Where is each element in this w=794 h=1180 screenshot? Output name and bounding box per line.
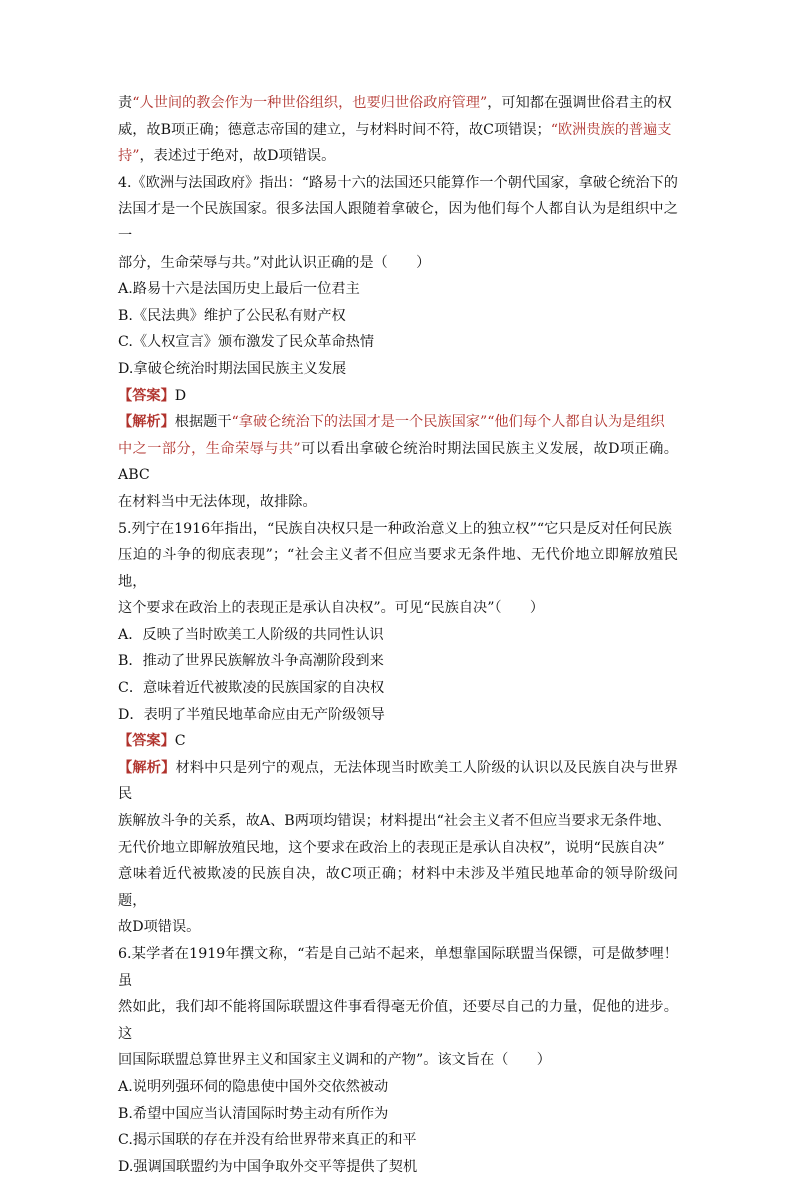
option-c: C.揭示国联的存在并没有给世界带来真正的和平 [118, 1132, 417, 1149]
analysis-line [118, 755, 678, 808]
question-6 [118, 941, 678, 1180]
analysis-line: 族解放斗争的关系，故A、B两项均错误；材料提出“社会主义者不但应当要求无条件地、 [118, 813, 671, 830]
analysis-line: 无代价地立即解放殖民地，这个要求在政治上的表现正是承认自决权”，说明“民族自决” [118, 839, 665, 856]
text-run: 威，故B项正确；德意志帝国的建立，与材料时间不符，故C项错误； [118, 121, 551, 138]
question-stem: 回国际联盟总算世界主义和国家主义调和的产物”。该文旨在（ ） [118, 1052, 551, 1069]
answer-line [118, 728, 678, 755]
quote-highlight: “拿破仑统治下的法国才是一个民族国家” [231, 414, 488, 431]
analysis-line: 在材料当中无法体现，故排除。 [118, 493, 317, 510]
document-body [118, 90, 678, 1180]
question-5 [118, 516, 678, 942]
text-run: ，表述过于绝对，故D项错误。 [139, 148, 336, 165]
answer-label: 【答案】 [118, 387, 175, 404]
analysis-line: 意味着近代被欺凌的民族自决，故C项正确；材料中未涉及半殖民地革命的领导阶级问题， [118, 866, 678, 909]
question-stem: 部分，生命荣辱与共。”对此认识正确的是（ ） [118, 254, 431, 271]
option-c: C.《人权宣言》颁布激发了民众革命热情 [118, 334, 375, 351]
option-d: D．表明了半殖民地革命应由无产阶级领导 [118, 706, 385, 723]
analysis-line [118, 409, 678, 436]
question-stem: 4.《欧洲与法国政府》指出：“路易十六的法国还只能算作一个朝代国家，拿破仑统治下的 [118, 174, 678, 191]
question-stem: 5.列宁在1916年指出，“民族自决权只是一种政治意义上的独立权”“它只是反对任何民族 [118, 520, 672, 537]
text-run: ，可知都在强调世俗君主的权 [487, 95, 672, 111]
option-a: A.说明列强环伺的隐患使中国外交依然被动 [118, 1078, 389, 1095]
option-b: B．推动了世界民族解放斗争高潮阶段到来 [118, 653, 384, 670]
answer-line [118, 383, 678, 410]
answer-label: 【答案】 [118, 733, 175, 750]
question-4 [118, 170, 678, 516]
analysis-line [118, 436, 678, 489]
quote-highlight: 持” [118, 148, 140, 165]
option-c: C．意味着近代被欺凌的民族国家的自决权 [118, 680, 385, 697]
quote-highlight: 中之一部分，生命荣辱与共” [118, 440, 301, 457]
quote-highlight: “他们每个人都自认为是组织 [487, 414, 665, 431]
question-stem: 然如此，我们却不能将国际联盟这件事看得毫无价值，还要尽自己的力量，促他的进步。这 [118, 999, 678, 1042]
q3-analysis-tail [118, 90, 678, 170]
text-run: 责 [118, 95, 133, 111]
analysis-line: 故D项错误。 [118, 919, 201, 936]
question-stem: 压迫的斗争的彻底表现”；“社会主义者不但应当要求无条件地、无代价地立即解放殖民地， [118, 547, 678, 590]
question-stem: 这个要求在政治上的表现正是承认自决权”。可见“民族自决”（ ） [118, 600, 545, 617]
option-d: D.强调国联盟约为中国争取外交平等提供了契机 [118, 1158, 418, 1175]
text-run: 根据题干 [174, 414, 232, 431]
quote-highlight: “欧洲贵族的普遍支 [550, 121, 672, 138]
question-stem: 6.某学者在1919年撰文称，“若是自己站不起来，单想靠国际联盟当保镖，可是做梦哩！虽 [118, 946, 678, 989]
question-stem: 法国才是一个民族国家。很多法国人跟随着拿破仑，因为他们每个人都自认为是组织中之一 [118, 201, 678, 244]
answer-value: D [174, 387, 187, 404]
text-run: 可以看出拿破仑统治时期法国民族主义发展，故D项正确。ABC [118, 440, 678, 484]
option-a: A.路易十六是法国历史上最后一位君主 [118, 281, 360, 298]
option-d: D.拿破仑统治时期法国民族主义发展 [118, 360, 347, 377]
analysis-label: 【解析】 [118, 759, 176, 776]
analysis-label: 【解析】 [118, 414, 175, 431]
option-a: A．反映了当时欧美工人阶级的共同性认识 [118, 626, 384, 643]
option-b: B.希望中国应当认清国际时势主动有所作为 [118, 1105, 389, 1122]
option-b: B.《民法典》维护了公民私有财产权 [118, 307, 346, 324]
answer-value: C [174, 733, 186, 750]
quote-highlight: “人世间的教会作为一种世俗组织，也要归世俗政府管理” [132, 95, 488, 111]
text-run: 材料中只是列宁的观点，无法体现当时欧美工人阶级的认识以及民族自决与世界民 [118, 759, 678, 803]
